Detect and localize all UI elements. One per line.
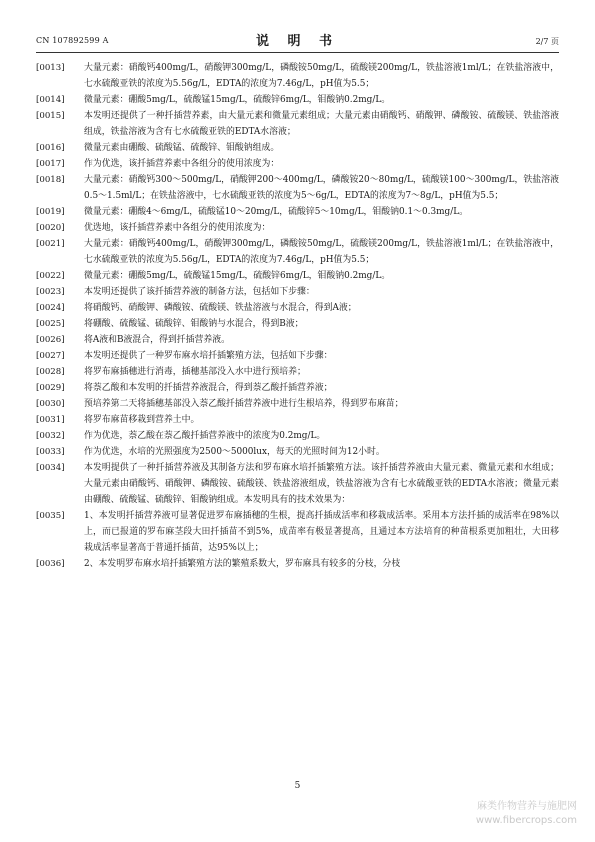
paragraph-text: 微量元素：硼酸4～6mg/L，硫酸锰10～20mg/L，硫酸锌5～10mg/L，钼酸钠0.1～0.3mg/L。 xyxy=(84,207,468,217)
paragraph-number: [0021] xyxy=(36,239,65,249)
watermark-site-name: 麻类作物营养与施肥网 xyxy=(477,801,577,812)
paragraph-text: 本发明提供了一种扦插营养液及其制备方法和罗布麻水培扦插繁殖方法。该扦插营养液由大量元素、微量元素和水组成；大量元素由硝酸钙、硝酸钾、磷酸铵、硫酸镁、铁盐溶液组成，铁盐溶液为含有七水硫酸亚铁的EDTA水溶液；微量元素由硼酸、硫酸锰、硫酸锌、钼酸钠组成。本发明具有的技术效果为： xyxy=(84,463,559,505)
paragraph-number: [0030] xyxy=(36,399,65,409)
paragraph-number: [0036] xyxy=(36,559,65,569)
paragraph-text: 大量元素：硝酸钙400mg/L，硝酸钾300mg/L，磷酸铵50mg/L，硫酸镁200mg/L，铁盐溶液1ml/L；在铁盐溶液中，七水硫酸亚铁的浓度为5.56g/L，EDTA的浓度为7.46g/L，pH值为5.5； xyxy=(84,239,559,265)
paragraph xyxy=(36,396,559,412)
paragraph xyxy=(36,268,559,284)
paragraph-number: [0025] xyxy=(36,319,65,329)
paragraph xyxy=(36,108,559,140)
paragraph-text: 1、本发明扦插营养液可显著促进罗布麻插穗的生根，提高扦插成活率和移栽成活率。采用本方法扦插的成活率在98%以上，而已报道的罗布麻茎段大田扦插苗不到5%，成苗率有极显著提高，且通过本方法培育的种苗根系更加粗壮，大田移栽成活率显著高于普通扦插苗，达95%以上； xyxy=(84,511,559,553)
paragraph-number: [0034] xyxy=(36,463,65,473)
watermark xyxy=(476,800,577,828)
paragraph xyxy=(36,220,559,236)
paragraph xyxy=(36,140,559,156)
paragraph xyxy=(36,412,559,428)
paragraph xyxy=(36,380,559,396)
paragraph xyxy=(36,508,559,556)
paragraph-number: [0022] xyxy=(36,271,65,281)
paragraph-number: [0014] xyxy=(36,95,65,105)
paragraph xyxy=(36,332,559,348)
paragraph-text: 作为优选，该扦插营养素中各组分的使用浓度为： xyxy=(84,159,280,169)
page-number: 5 xyxy=(294,781,301,791)
paragraph-text: 将硼酸、硫酸锰、硫酸锌、钼酸钠与水混合，得到B液； xyxy=(84,319,304,329)
document-title: 说 明 书 xyxy=(255,34,340,49)
paragraph-number: [0031] xyxy=(36,415,65,425)
paragraph-number: [0024] xyxy=(36,303,65,313)
paragraph-text: 微量元素：硼酸5mg/L，硫酸锰15mg/L，硫酸锌6mg/L，钼酸钠0.2mg/L。 xyxy=(84,271,391,281)
paragraph-number: [0013] xyxy=(36,63,65,73)
paragraph-number: [0028] xyxy=(36,367,65,377)
paragraph-number: [0023] xyxy=(36,287,65,297)
paragraph xyxy=(36,60,559,92)
paragraph xyxy=(36,460,559,508)
paragraph xyxy=(36,556,559,572)
paragraph xyxy=(36,348,559,364)
paragraph-number: [0026] xyxy=(36,335,65,345)
paragraph xyxy=(36,172,559,204)
paragraph-number: [0015] xyxy=(36,111,65,121)
paragraph-text: 本发明还提供了该扦插营养液的制备方法，包括如下步骤： xyxy=(84,287,315,297)
paragraph-text: 2、本发明罗布麻水培扦插繁殖方法的繁殖系数大，罗布麻具有较多的分枝，分枝 xyxy=(84,559,401,569)
paragraph-number: [0016] xyxy=(36,143,65,153)
paragraph xyxy=(36,92,559,108)
paragraph-number: [0020] xyxy=(36,223,65,233)
paragraph-number: [0018] xyxy=(36,175,65,185)
paragraph xyxy=(36,236,559,268)
watermark-url: www.fibercrops.com xyxy=(475,815,577,826)
paragraph-text: 预培养第二天将插穗基部没入萘乙酸扦插营养液中进行生根培养，得到罗布麻苗； xyxy=(84,399,404,409)
paragraph-number: [0019] xyxy=(36,207,65,217)
paragraph-number: [0035] xyxy=(36,511,65,521)
paragraph-number: [0029] xyxy=(36,383,65,393)
paragraph xyxy=(36,300,559,316)
page-ratio: 2/7 页 xyxy=(535,37,559,46)
paragraph-number: [0027] xyxy=(36,351,65,361)
paragraph-text: 大量元素：硝酸钙300～500mg/L，硝酸钾200～400mg/L，磷酸铵20～80mg/L，硫酸镁100～300mg/L，铁盐溶液0.5～1.5ml/L；在铁盐溶液中，七水硫酸亚铁的浓度为5～6g/L，EDTA的浓度为7～8g/L，pH值为5.5； xyxy=(84,175,559,201)
paragraph xyxy=(36,444,559,460)
patent-number: CN 107892599 A xyxy=(36,36,109,45)
paragraph-text: 大量元素：硝酸钙400mg/L，硝酸钾300mg/L，磷酸铵50mg/L，硫酸镁200mg/L，铁盐溶液1ml/L；在铁盐溶液中，七水硫酸亚铁的浓度为5.56g/L，EDTA的浓度为7.46g/L，pH值为5.5； xyxy=(84,63,559,89)
paragraph xyxy=(36,428,559,444)
paragraph-text: 本发明还提供了一种罗布麻水培扦插繁殖方法，包括如下步骤： xyxy=(84,351,333,361)
paragraph-text: 优选地，该扦插营养素中各组分的使用浓度为： xyxy=(84,223,271,233)
paragraph-text: 作为优选，萘乙酸在萘乙酸扦插营养液中的浓度为0.2mg/L。 xyxy=(84,431,326,441)
paragraph xyxy=(36,316,559,332)
paragraph-number: [0017] xyxy=(36,159,65,169)
paragraph-text: 微量元素由硼酸、硫酸锰、硫酸锌、钼酸钠组成。 xyxy=(84,143,280,153)
document-body xyxy=(36,60,559,572)
paragraph-text: 将A液和B液混合，得到扦插营养液。 xyxy=(84,335,231,345)
paragraph-text: 将罗布麻插穗进行消毒，插穗基部没入水中进行预培养； xyxy=(84,367,306,377)
paragraph-text: 微量元素：硼酸5mg/L，硫酸锰15mg/L，硫酸锌6mg/L，钼酸钠0.2mg/L。 xyxy=(84,95,391,105)
paragraph xyxy=(36,156,559,172)
paragraph xyxy=(36,204,559,220)
paragraph xyxy=(36,284,559,300)
page-header xyxy=(36,30,559,53)
paragraph-number: [0032] xyxy=(36,431,65,441)
paragraph-text: 本发明还提供了一种扦插营养素，由大量元素和微量元素组成；大量元素由硝酸钙、硝酸钾、磷酸铵、硫酸镁、铁盐溶液组成，铁盐溶液为含有七水硫酸亚铁的EDTA水溶液； xyxy=(84,111,559,137)
paragraph-text: 将萘乙酸和本发明的扦插营养液混合，得到萘乙酸扦插营养液； xyxy=(84,383,333,393)
paragraph-number: [0033] xyxy=(36,447,65,457)
paragraph-text: 作为优选，水培的光照强度为2500～5000lux，每天的光照时间为12小时。 xyxy=(84,447,385,457)
paragraph xyxy=(36,364,559,380)
paragraph-text: 将硝酸钙、硝酸钾、磷酸铵、硫酸镁、铁盐溶液与水混合，得到A液； xyxy=(84,303,357,313)
paragraph-text: 将罗布麻苗移栽到营养土中。 xyxy=(84,415,200,425)
